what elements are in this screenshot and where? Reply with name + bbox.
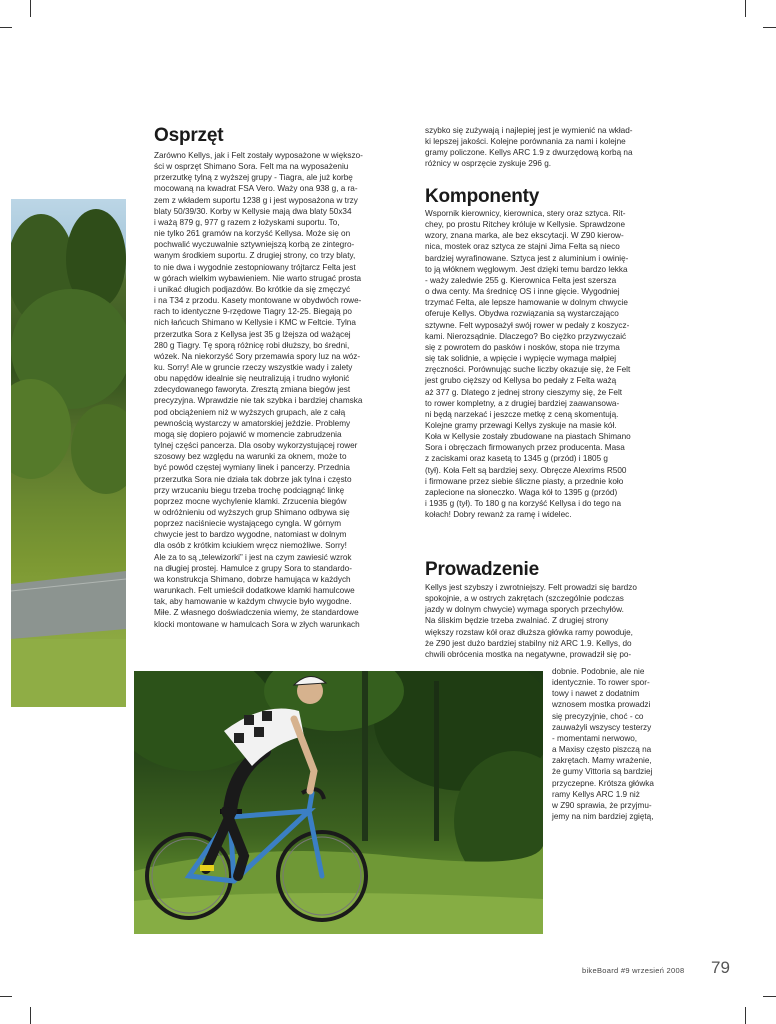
body-line: wznosem mostka prowadzi [552,700,651,710]
body-line: szybko się zużywają i najlepiej jest je wymienić na wkład- [425,126,633,135]
body-line: kami. Nierozsądnie. Dlaczego? Bo ciężko przyzwyczaić [425,331,627,341]
crop-mark [30,0,31,17]
cyclist-photo [134,671,543,934]
crop-mark [745,1007,746,1024]
crop-mark [763,996,776,997]
body-line: zakrętach. Mamy wrażenie, [552,756,652,766]
body-line: w Z90 sprawia, że przyjmu- [552,800,652,810]
body-line: a Maxisy często piszczą na [552,745,652,755]
body-line: w górach wielkim wybawieniem. Nie warto strugać prosta [154,273,362,283]
body-line: zdecydowanego faworyta. Zresztą zmiana biegów jest [154,385,351,395]
body-line: ki lepszej jakości. Kolejne porównania za nami i kolejne [425,137,626,147]
body-line: różnicy w osprzęcie zyskuje 296 g. [425,159,552,169]
body-line: - momentami nerwowo, [552,733,638,743]
body-line: i firmowane przez siebie śliczne piasty, a przednie koło [425,476,624,486]
body-line: wzory, znana marka, ale bez ekscytacji. W Z90 kierow- [425,231,624,241]
body-line: to ją włóknem węglowym. Jest dzięki temu bardzo lekka [425,264,628,274]
body-line: to rower kompletny, a z drugiej bardziej zaawansowa- [425,398,620,408]
osprzet-continued-body [425,125,681,170]
body-line: klocki montowane w hamulcach Sora w złych warunkach [154,619,360,629]
body-line: szosowy bez względu na warunki za oknem, może to [154,452,347,462]
body-line: przerzutkę tylną z wyższej grupy - Tiagra, ale już korbę [154,173,353,183]
body-line: wa konstrukcja Shimano, dobrze hamująca w każdych [154,574,351,584]
body-line: Kellys jest szybszy i zwrotniejszy. Felt prowadzi się bardzo [425,583,637,592]
body-line: chwili obrócenia mostka na negatywne, prowadził się po- [425,649,632,659]
body-line: - waży zaledwie 255 g. Kierownica Felta jest szersza [425,275,617,285]
body-line: dla osób z krótkim kciukiem wręcz niemożliwe. Sorry! [154,541,347,551]
body-line: to nie dwa i wygodnie zestopniowany trójtarcz Felta jest [154,262,356,272]
body-line: tylnej części pancerza. Dla osoby wykorzystującej rower [154,441,358,451]
body-line: pewnością wystarczy w amatorskiej jeździe. Problemy [154,418,351,428]
body-line: precyzyjna. Wprawdzie nie tak szybka i bardziej chamska [154,396,363,406]
body-line: zem z wkładem suportu 1238 g i jest wyposażona w trzy [154,195,358,205]
body-line: i 1935 g (tył). To 180 g na korzyść Kellysa i do tego na [425,499,622,509]
body-line: bardziej wyrafinowane. Sztyca jest z aluminium i owinię- [425,253,629,263]
body-line: przy wrzucaniu biegu trzeba trochę podciągnąć linkę [154,485,345,495]
crop-mark [0,996,12,997]
body-line: (tył). Koła Felt są bardziej sexy. Obręcze Alexrims R500 [425,465,627,475]
body-line: gramy policzone. Kellys ARC 1.9 z dwurzędową korbą na [425,148,633,158]
crop-mark [763,27,776,28]
body-line: Wspornik kierownicy, kierownica, stery oraz sztyca. Rit- [425,209,626,218]
body-line: Kolejne gramy przewagi Kellys zyskuje na masie kół. [425,420,617,430]
body-line: ni będą narzekać i jeszcze metkę z ceną skomentują. [425,409,619,419]
body-line: większy rozstaw kół oraz dłuższa główka ramy powoduje, [425,627,633,637]
body-line: przerzutka Sora nie działa tak dobrze jak tylna i często [154,474,352,484]
body-line: poprzez naciśniecie wystającego cyngla. W górnym [154,519,342,529]
body-line: poprzez mocne wychylenie klamki. Zrzucenia biegów [154,496,347,506]
body-line: być powód częstej wymiany linek i pancerzy. Przednia [154,463,350,473]
body-line: mocowaną na kwadrat FSA Vero. Waży ona 938 g, a ra- [154,184,358,194]
body-line: Ale za to są „telewizorki” i jest na czym zawiesić wzrok [154,552,352,562]
prowadzenie-wrap-body [552,666,680,822]
body-line: przerzutka Sora z Kellysa jest 35 g lżejsza od ważącej [154,329,351,339]
komponenty-body [425,208,681,520]
body-line: i unikać długich podjazdów. Bo krótkie da się zmęczyć [154,284,351,294]
body-line: nie tylko 261 gramów na korzyść Kellysa. Może się on [154,229,351,239]
body-line: dobnie. Podobnie, ale nie [552,667,645,676]
body-line: sztywne. Felt wyposażył swój rower w pedały z koszycz- [425,320,630,330]
body-line: z zaciskami oraz kasetą to 1345 g (przód) i 1805 g [425,454,608,464]
body-line: nich łańcuch Shimano w Kellysie i KMC w Feltcie. Tylna [154,318,356,328]
body-line: jest grubo cięższy od Kellysa bo pedały z Felta ważą [425,376,617,386]
body-line: się z powrotem do pasków i nosków, stopa nie trzyma [425,342,620,352]
body-line: Zarówno Kellys, jak i Felt zostały wyposażone w większo- [154,151,363,160]
body-line: identycznie. To rower spor- [552,678,650,688]
body-line: tak, aby hamowanie w każdym chwycie było wygodne. [154,597,352,607]
body-line: blaty 50/39/30. Korby w Kellysie mają dwa blaty 50x34 [154,206,352,216]
body-line: 280 g Tiagry. Tę sporą różnicę robi dłuższy, bo średni, [154,340,350,350]
body-line: towy i nawet z dodatnim [552,689,640,699]
body-line: ści w osprzęt Shimano Sora. Felt ma na wyposażeniu [154,162,349,172]
body-line: ramy Kellys ARC 1.9 niż [552,789,640,799]
body-line: o dwa centy. Ma średnicę OS i inne gięcie. Wygodniej [425,287,620,297]
body-line: Miłe. Z własnego doświadczenia wiemy, że standardowe [154,608,359,618]
body-line: zauważyli wszyscy testerzy [552,722,652,732]
body-line: że gumy Vittoria są bardziej [552,767,653,777]
section-heading-prowadzenie: Prowadzenie [425,559,539,580]
body-line: w odróżnieniu od wyższych grup Shimano odbywa się [154,508,350,517]
body-line: jazdy w dolnym chwycie) wymaga sporych przechyłów. [425,605,624,615]
crop-mark [30,1007,31,1024]
roadside-trees-photo [11,199,126,707]
body-line: oferuje Kellys. Obydwa rozwiązania są wystarczająco [425,309,619,319]
body-line: nica, mostek oraz sztyca ze stajni Jima Felta są nieco [425,242,620,252]
body-line: trzymać Felta, ale lepsze hamowanie w dolnym chwycie [425,298,628,308]
body-line: mogą się dopiero pojawić w momencie zabrudzenia [154,429,342,439]
body-line: pod obciążeniem niż w wyższych grupach, ale z całą [154,407,346,417]
crop-mark [745,0,746,17]
osprzet-body [154,150,412,630]
body-line: jemy na nim bardziej zgiętą, [552,812,654,822]
crop-mark [0,27,12,28]
prowadzenie-body [425,582,681,660]
body-line: Na śliskim będzie trzeba zwalniać. Z drugiej strony [425,616,609,626]
body-line: chey, po prostu Ritchey króluje w Kellysie. Sprawdzone [425,220,626,230]
section-heading-osprzet: Osprzęt [154,125,224,146]
body-line: zręczności. Porównując suche liczby okazuje się, że Felt [425,365,631,375]
body-line: Sora i obręczach firmowanych przez producenta. Masa [425,443,625,453]
body-line: i na T34 z przodu. Kasety montowane w obydwóch rowe- [154,296,362,306]
body-line: aż 377 g. Dlatego z jednej strony cieszymy się, że Felt [425,387,623,397]
body-line: obu napędów idealnie się neutralizują i trudno wyłonić [154,374,350,384]
body-line: wózek. Na niekorzyść Sory przemawia spory luz na wóz- [154,351,361,361]
body-line: warunkach. Felt umieścił dodatkowe klamki hamulcowe [154,586,355,596]
section-heading-komponenty: Komponenty [425,186,540,207]
body-line: pochwalić wyczuwalnie sztywniejszą korbą ze zintegro- [154,240,355,250]
body-line: na długiej prostej. Hamulce z grupy Sora to standardo- [154,563,352,573]
body-line: przyczepne. Krótsza główka [552,778,654,788]
body-line: chwycie jest to bardzo wygodne, natomiast w dolnym [154,530,347,540]
page-number: 79 [711,958,730,977]
body-line: Koła w Kellysie zostały zbudowane na piastach Shimano [425,432,631,442]
body-line: się tak solidnie, a wpięcie i wypięcie wymaga małpiej [425,354,617,364]
body-line: i ważą 879 g, 977 g razem z łożyskami suportu. To, [154,217,340,227]
body-line: ku. Sorry! Ale w gruncie rzeczy wszystkie wady i zalety [154,362,353,372]
body-line: rach to identyczne 9-rzędowe Tiagry 12-25. Biegają po [154,307,352,317]
body-line: kołach! Dobry rewanż za ramę i widelec. [425,510,572,520]
body-line: się precyzyjnie, choć - co [552,711,644,721]
body-line: wanym środkiem suportu. Z drugiej strony, co trzy blaty, [154,251,356,261]
body-line: że Z90 jest dużo bardziej stabilny niż ARC 1.9. Kellys, do [425,638,632,648]
publication-footer: bikeBoard #9 wrzesień 2008 [582,966,685,975]
body-line: zaplecione na słoneczko. Waga kół to 1395 g (przód) [425,487,618,497]
body-line: spokojnie, a w ostrych zakrętach (szczególnie podczas [425,594,624,604]
